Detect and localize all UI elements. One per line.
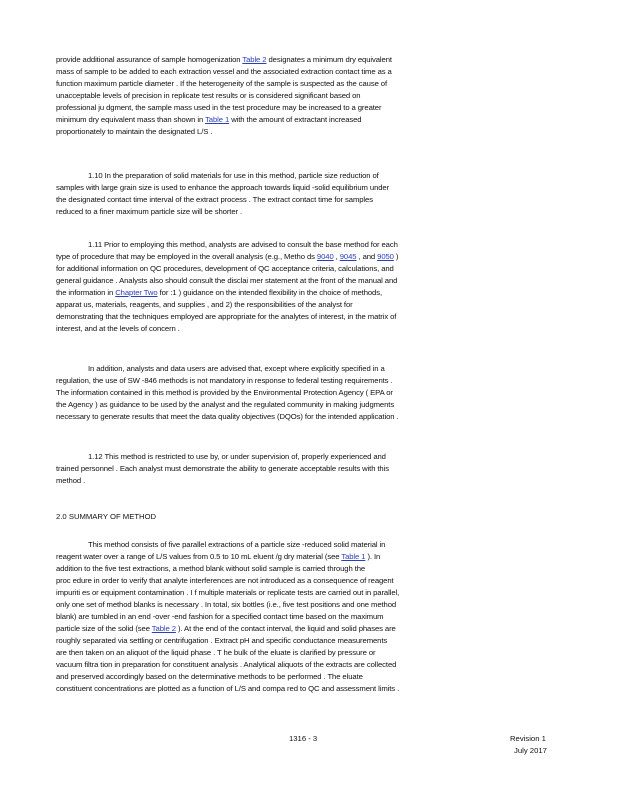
text-line bbox=[56, 90, 566, 102]
text-run: roughly separated via settling or centrifugation bbox=[56, 636, 209, 645]
text-run: . bbox=[83, 476, 86, 485]
text-run: reagent water over a range of L/S values bbox=[56, 552, 191, 561]
text-run: the designated contact time interval of the extract process bbox=[56, 195, 247, 204]
text-line bbox=[56, 323, 566, 335]
reference-link[interactable]: Chapter Two bbox=[115, 288, 158, 297]
text-line bbox=[56, 671, 566, 683]
text-run: designates a minimum dry equivalent bbox=[268, 55, 392, 64]
text-run: . The eluate bbox=[323, 672, 363, 681]
text-line bbox=[56, 463, 566, 475]
text-line bbox=[56, 399, 566, 411]
text-line bbox=[56, 611, 566, 623]
text-run: . I f multiple materials or replicate tests are carried out in parallel, bbox=[186, 588, 400, 597]
text-line bbox=[56, 275, 566, 287]
text-line bbox=[56, 206, 566, 218]
text-line bbox=[56, 239, 566, 251]
text-run: regulation, the use of SW bbox=[56, 376, 140, 385]
text-run: 1.10 In the preparation of solid materials for use in this method, particle bbox=[88, 171, 323, 180]
text-line bbox=[56, 635, 566, 647]
text-run: . Analytical aliquots of the extracts are bbox=[239, 660, 365, 669]
text-line bbox=[56, 114, 566, 126]
text-line bbox=[56, 363, 566, 375]
text-run: , and 2) the responsibilities of the analyst for bbox=[206, 300, 353, 309]
text-run: . bbox=[177, 324, 180, 333]
text-line bbox=[56, 54, 566, 66]
text-run: from 0.5 to 10 mL bbox=[192, 552, 252, 561]
text-line bbox=[56, 251, 566, 263]
reference-link[interactable]: Table 2 bbox=[151, 624, 176, 633]
text-run: the information in bbox=[56, 288, 116, 297]
text-line bbox=[56, 263, 566, 275]
text-run: -over -end fashion for a specified contact time based on the maximum bbox=[152, 612, 384, 621]
text-line bbox=[56, 563, 566, 575]
revision-label: Revision 1 bbox=[510, 734, 546, 743]
revision-date: July 2017 bbox=[514, 746, 547, 755]
text-run: . bbox=[240, 207, 243, 216]
reference-link[interactable]: 9050 bbox=[377, 252, 394, 261]
text-run: constituent analysis bbox=[172, 660, 238, 669]
text-line bbox=[56, 375, 566, 387]
reference-link[interactable]: Table 1 bbox=[341, 552, 366, 561]
text-line bbox=[56, 78, 566, 90]
reference-link[interactable]: 9040 bbox=[316, 252, 334, 261]
text-run: Agency ( EPA or bbox=[338, 388, 393, 397]
text-line bbox=[56, 539, 566, 551]
text-run: ) bbox=[395, 252, 399, 261]
text-run: vacuum filtra tion in preparation for bbox=[56, 660, 171, 669]
paragraph-regulation bbox=[56, 363, 566, 423]
text-run: In addition, analysts and data users are advised that, except where explicitly specified in a bbox=[88, 364, 385, 373]
text-run: blank) are tumbled in an end bbox=[56, 612, 151, 621]
text-run: samples with large grain size is used to enhance the approach towards liquid bbox=[56, 183, 310, 192]
text-run: . In total, six bottles (i.e., five test positions and one method bbox=[200, 600, 397, 609]
paragraph-summary bbox=[56, 539, 566, 695]
text-run: L/S and compa red to QC and assessment limits bbox=[234, 684, 396, 693]
text-line bbox=[56, 311, 566, 323]
text-run: only one set of method blanks is necessary bbox=[56, 600, 199, 609]
text-run: type of procedure that may be employed in the overall analysis (e.g., Metho bbox=[56, 252, 305, 261]
text-line bbox=[56, 299, 566, 311]
text-run: professional ju dgment, the sample mass used in the test procedure may be increased to a greater bbox=[56, 103, 382, 112]
text-run: 1.11 Prior to employing this method, analysts are advised to consult the base method for each bbox=[88, 240, 398, 249]
text-run: The information contained in this method is provided by bbox=[56, 388, 239, 397]
paragraph-homogenization bbox=[56, 54, 566, 138]
text-run: collected bbox=[366, 660, 397, 669]
text-run: . bbox=[390, 376, 393, 385]
text-run: This method consists of five parallel extractions of a particle bbox=[88, 540, 285, 549]
text-line bbox=[56, 575, 566, 587]
text-run: general guidance bbox=[56, 276, 114, 285]
text-line bbox=[56, 475, 566, 487]
text-line bbox=[56, 194, 566, 206]
text-run: the Agency ) as guidance to be used by the analyst and the regulated community in making judgments bbox=[56, 400, 395, 409]
text-line bbox=[56, 551, 566, 563]
text-run: for the intended application bbox=[304, 412, 395, 421]
text-run: . The extract contact time for samples bbox=[248, 195, 373, 204]
text-run: , and bbox=[358, 252, 378, 261]
text-run: . bbox=[396, 412, 399, 421]
text-run: proc edure in order to verify that analyte interferences are not introduced as a consequence of reagent bbox=[56, 576, 394, 585]
text-run: reduced to a finer maximum particle size will be shorter bbox=[56, 207, 238, 216]
text-run: necessary to generate results that meet the data quality objectives bbox=[56, 412, 275, 421]
text-run: . T he bulk of the eluate is clarified by pressure or bbox=[213, 648, 376, 657]
text-run: ). At the end of the contact interval, the liquid and solid phases are bbox=[177, 624, 396, 633]
text-run: provide additional assurance of sample homogenization bbox=[56, 55, 241, 64]
text-run: addition to the five test extractions, a method blank without solid sample is carried through the bbox=[56, 564, 366, 573]
reference-link[interactable]: Table 2 bbox=[242, 55, 267, 64]
text-run: mer statement at the front of the manual and bbox=[250, 276, 398, 285]
text-run: . bbox=[397, 684, 400, 693]
text-run: ). In bbox=[367, 552, 381, 561]
text-line bbox=[56, 647, 566, 659]
text-run: , bbox=[335, 252, 340, 261]
text-line bbox=[56, 587, 566, 599]
text-line bbox=[56, 126, 566, 138]
text-line bbox=[56, 623, 566, 635]
text-run: method bbox=[56, 476, 82, 485]
text-run: eluent /g dry material (see bbox=[253, 552, 342, 561]
text-line bbox=[56, 411, 566, 423]
text-run: ds bbox=[306, 252, 317, 261]
text-run: proportionately to maintain the designated bbox=[56, 127, 195, 136]
text-run: interest, and at the levels of concern bbox=[56, 324, 176, 333]
text-run: for additional information on QC procedures, development of QC acceptance criteria, calculations, and bbox=[56, 264, 394, 273]
text-run: . Analysts also should consult the disclai bbox=[115, 276, 248, 285]
text-run: function maximum particle diameter bbox=[56, 79, 174, 88]
reference-link[interactable]: 9045 bbox=[339, 252, 357, 261]
text-run: constituent concentrations are plotted as a function of bbox=[56, 684, 233, 693]
text-run: unacceptable levels of precision in replicate test results or is considered significant based on bbox=[56, 91, 361, 100]
text-line bbox=[56, 387, 566, 399]
text-run: with the amount of extractant increased bbox=[231, 115, 362, 124]
text-run: (DQOs) bbox=[276, 412, 303, 421]
text-line bbox=[56, 659, 566, 671]
text-line bbox=[56, 451, 566, 463]
text-run: mass of sample to be added to each extraction vessel and the associated extraction contact time as a bbox=[56, 67, 392, 76]
text-run: . If the heterogeneity of the sample is suspected as the cause of bbox=[175, 79, 388, 88]
text-run: -solid equilibrium under bbox=[311, 183, 390, 192]
reference-link[interactable]: Table 1 bbox=[205, 115, 230, 124]
text-run: measurements bbox=[337, 636, 388, 645]
paragraph-1-11 bbox=[56, 239, 566, 335]
text-run: 1.12 This method is restricted to use by, or under supervision of, properly experienced and bbox=[88, 452, 386, 461]
text-run: for :1 ) guidance on the intended flexibility in the choice of methods, bbox=[159, 288, 383, 297]
text-line bbox=[56, 102, 566, 114]
text-line bbox=[56, 287, 566, 299]
text-run: L/S . bbox=[197, 127, 213, 136]
paragraph-1-12 bbox=[56, 451, 566, 487]
text-line bbox=[56, 182, 566, 194]
page-number: 1316 - 3 bbox=[289, 734, 318, 743]
text-line bbox=[56, 170, 566, 182]
text-run: . Each analyst must demonstrate the ability to generate acceptable results with this bbox=[115, 464, 389, 473]
text-run: size -reduced solid material in bbox=[286, 540, 386, 549]
text-run: apparat us, materials, reagents, and supplies bbox=[56, 300, 205, 309]
text-run: federal testing requirements bbox=[295, 376, 389, 385]
text-line bbox=[56, 599, 566, 611]
text-line bbox=[56, 683, 566, 695]
paragraph-1-10 bbox=[56, 170, 566, 218]
text-run: and preserved accordingly based on the determinative methods to be performed bbox=[56, 672, 322, 681]
text-run: particle size of the solid (see bbox=[56, 624, 152, 633]
text-run: impuriti es or equipment contamination bbox=[56, 588, 185, 597]
text-run: minimum dry equivalent mass than shown in bbox=[56, 115, 204, 124]
text-run: . Extract pH and specific conductance bbox=[210, 636, 336, 645]
text-run: trained personnel bbox=[56, 464, 114, 473]
section-heading: 2.0 SUMMARY OF METHOD bbox=[56, 512, 157, 521]
text-run: size reduction of bbox=[324, 171, 379, 180]
text-run: demonstrating that the techniques employed are appropriate for the analytes of interest, in the matrix of bbox=[56, 312, 397, 321]
text-run: the Environmental Protection bbox=[241, 388, 337, 397]
text-line bbox=[56, 66, 566, 78]
text-run: are then taken on an aliquot of the liquid phase bbox=[56, 648, 212, 657]
text-run: -846 methods is not mandatory in response to bbox=[141, 376, 294, 385]
